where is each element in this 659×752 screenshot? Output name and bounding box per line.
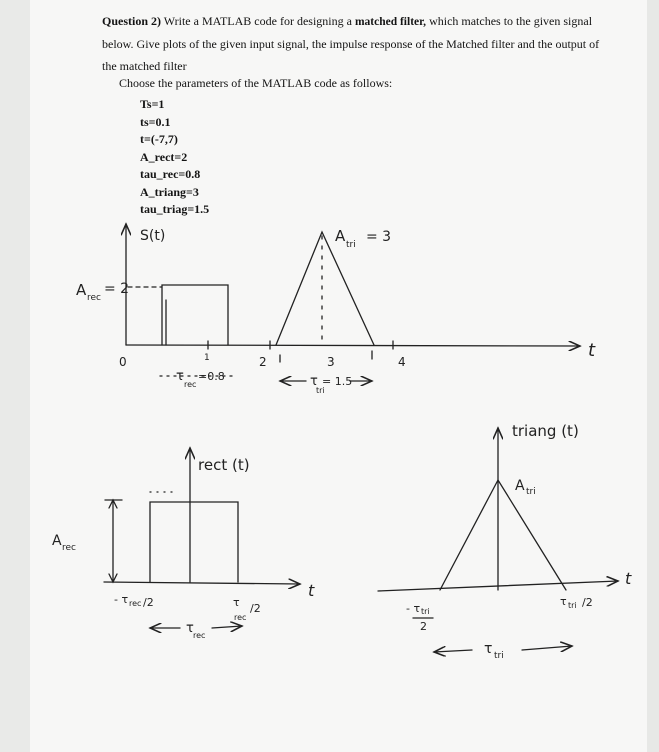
param-t-range: t=(-7,7): [140, 132, 178, 146]
tau-tri-symbol: τ: [310, 374, 318, 389]
tri-right-tick: τ: [560, 595, 567, 608]
rect-title: rect (t): [198, 456, 250, 474]
tri-amp-symbol: A: [515, 478, 525, 494]
tri-width-symbol: τ: [484, 641, 493, 657]
tri-amp-sub: tri: [526, 487, 536, 497]
param-a-rect: A_rect=2: [140, 149, 188, 164]
question-label: Question 2): [102, 14, 162, 28]
param-ts-lower: ts=0.1: [140, 114, 171, 129]
rect-left-tick-den: /2: [143, 596, 154, 609]
tick-label-0: 0: [119, 355, 127, 369]
tau-tri-sub: tri: [316, 386, 325, 395]
param-ts-upper: Ts=1: [140, 97, 165, 111]
param-a-triang: A_triang=3: [140, 184, 199, 199]
tri-left-tick-den: 2: [420, 620, 427, 633]
rect-pulse: [162, 285, 228, 345]
rect-width-arrow-right: [212, 626, 242, 628]
question-text-before: Write a MATLAB code for designing a: [161, 14, 355, 28]
rect-right-tick-den: /2: [250, 602, 261, 615]
tri-x-label: t: [625, 569, 632, 588]
tau-rec-sub: rec: [184, 380, 197, 389]
rect-width-symbol: τ: [186, 621, 194, 636]
rect-x-label: t: [308, 581, 315, 600]
tri-right-tick-den: /2: [582, 596, 593, 609]
instructions-text: Choose the parameters of the MATLAB code as follows:: [119, 76, 393, 90]
a-tri-symbol: A: [335, 227, 346, 245]
tri-left-tick-sub: tri: [421, 607, 430, 616]
tick-label-4: 4: [398, 355, 406, 369]
tri-width-arrow-right: [522, 646, 572, 650]
tau-rec-value: =0.8: [198, 370, 225, 383]
rect-right-tick-sub: rec: [234, 613, 247, 622]
s-y-label: S(t): [140, 228, 166, 244]
tau-tri-value: = 1.5: [322, 375, 353, 388]
rect-left-tick-sub: rec: [129, 599, 142, 608]
tri-right-tick-sub: tri: [568, 601, 577, 610]
rect-width-sub: rec: [193, 631, 206, 640]
tau-rec-symbol: τ: [176, 369, 184, 384]
tri-left-tick-num: - τ: [406, 602, 421, 615]
tick-label-1: 1: [204, 353, 210, 363]
tri-title: triang (t): [512, 422, 579, 440]
tri-width-sub: tri: [494, 651, 504, 661]
question-text-after: which matches to the given signal below. Give plots of the given input signal, the impulse response of the Matched filter and the output of the matched filter: [102, 14, 600, 73]
tri-width-arrow-left: [434, 650, 472, 652]
a-tri-sub: tri: [346, 240, 356, 250]
rect-shape: [150, 502, 238, 582]
rect-amp-sub: rec: [62, 543, 76, 553]
param-tau-triag: tau_triag=1.5: [140, 202, 210, 216]
a-rec-sub: rec: [87, 293, 101, 303]
tick-label-3: 3: [327, 355, 335, 369]
a-tri-value: = 3: [366, 229, 392, 245]
tri-shape: [440, 480, 566, 590]
rect-x-axis: [104, 582, 300, 584]
param-tau-rec: tau_rec=0.8: [140, 167, 201, 181]
tick-label-2: 2: [259, 355, 267, 369]
a-rec-symbol: A: [76, 281, 87, 299]
rect-amp-symbol: A: [52, 533, 62, 549]
question-emphasis: matched filter,: [354, 16, 427, 28]
rect-left-tick: - τ: [114, 593, 129, 606]
triangle-pulse: [276, 232, 374, 345]
triangle-plot: [378, 428, 618, 652]
rect-right-tick: τ: [233, 596, 240, 609]
s-x-axis: [126, 345, 580, 346]
s-x-label: t: [588, 340, 596, 361]
a-rec-value: = 2: [104, 281, 130, 297]
